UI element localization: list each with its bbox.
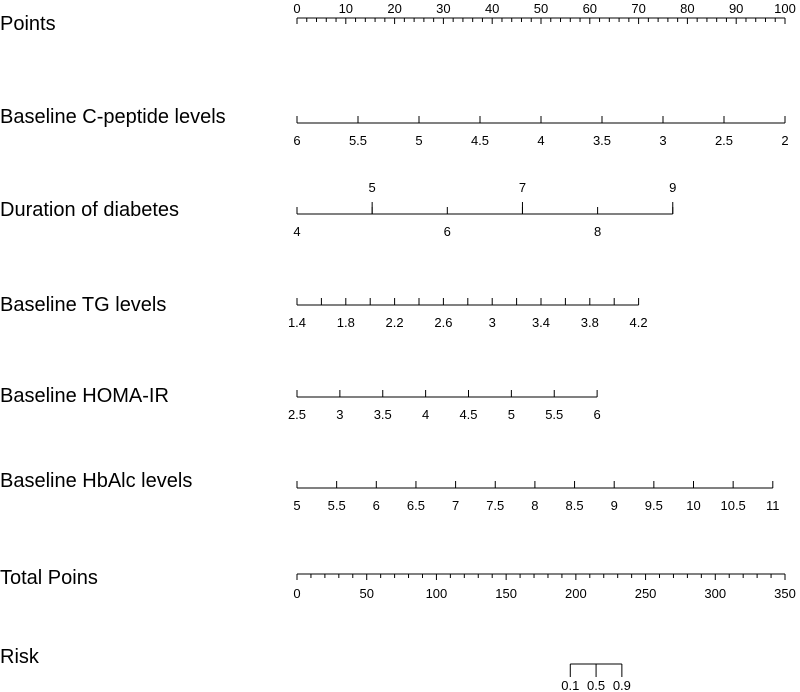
tick-label: 10 xyxy=(338,1,354,16)
tick-label: 3 xyxy=(488,315,496,330)
row-label: Baseline TG levels xyxy=(0,294,167,316)
row-baseline-homa-ir xyxy=(0,385,601,422)
tick-label: 20 xyxy=(387,1,402,16)
tick-label: 6.5 xyxy=(406,498,425,513)
tick-label: 6 xyxy=(372,498,380,513)
tick-label: 5 xyxy=(415,133,423,148)
row-duration-of-diabetes xyxy=(0,180,676,239)
tick-label: 5 xyxy=(293,498,301,513)
tick-label: 4.5 xyxy=(470,133,490,148)
tick-label: 70 xyxy=(631,1,646,16)
tick-label: 10 xyxy=(686,498,701,513)
tick-label: 3.8 xyxy=(580,315,599,330)
tick-label: 8.5 xyxy=(565,498,584,513)
tick-label: 1.4 xyxy=(287,315,307,330)
tick-label: 2.5 xyxy=(714,133,734,148)
tick-label: 2.2 xyxy=(385,315,404,330)
tick-label: 0.9 xyxy=(612,678,631,692)
tick-label: 4 xyxy=(293,224,301,239)
row-label: Total Poins xyxy=(0,567,98,589)
row-label: Baseline HbAlc levels xyxy=(0,470,193,492)
tick-label: 2 xyxy=(781,133,789,148)
row-label: Duration of diabetes xyxy=(0,199,180,221)
row-label: Risk xyxy=(0,646,39,668)
row-baseline-c-peptide-levels xyxy=(0,106,789,148)
row-baseline-hbalc-levels xyxy=(0,470,780,513)
row-baseline-tg-levels xyxy=(0,294,648,330)
row-label: Baseline C-peptide levels xyxy=(0,106,226,128)
tick-label: 10.5 xyxy=(720,498,746,513)
tick-label: 4.5 xyxy=(459,407,478,422)
tick-label: 250 xyxy=(634,586,657,601)
tick-label: 1.8 xyxy=(336,315,355,330)
tick-label: 0.1 xyxy=(561,678,580,692)
tick-label: 3 xyxy=(336,407,344,422)
tick-label: 7.5 xyxy=(486,498,505,513)
tick-label: 100 xyxy=(774,1,796,16)
tick-label: 100 xyxy=(425,586,448,601)
tick-label: 350 xyxy=(774,586,796,601)
tick-label: 0.5 xyxy=(587,678,606,692)
tick-label: 5.5 xyxy=(348,133,368,148)
tick-label: 6 xyxy=(593,407,601,422)
tick-label: 8 xyxy=(593,224,602,239)
tick-label: 150 xyxy=(495,586,517,601)
tick-label: 0 xyxy=(293,586,301,601)
tick-label: 5.5 xyxy=(327,498,346,513)
tick-label: 5 xyxy=(368,180,376,195)
tick-label: 4.2 xyxy=(629,315,648,330)
tick-label: 7 xyxy=(451,498,460,513)
tick-label: 5 xyxy=(507,407,515,422)
row-total-poins xyxy=(0,567,796,601)
tick-label: 30 xyxy=(436,1,451,16)
tick-label: 50 xyxy=(533,1,549,16)
tick-label: 11 xyxy=(766,498,780,513)
tick-label: 8 xyxy=(531,498,539,513)
tick-label: 60 xyxy=(582,1,598,16)
tick-label: 4 xyxy=(422,407,430,422)
tick-label: 40 xyxy=(484,1,500,16)
tick-label: 90 xyxy=(728,1,744,16)
tick-label: 2.6 xyxy=(434,315,453,330)
tick-label: 3 xyxy=(659,133,667,148)
tick-label: 80 xyxy=(680,1,695,16)
tick-label: 300 xyxy=(704,586,727,601)
tick-label: 3.4 xyxy=(531,315,551,330)
tick-label: 3.5 xyxy=(592,133,612,148)
tick-label: 9 xyxy=(610,498,618,513)
row-risk xyxy=(0,646,631,692)
tick-label: 9 xyxy=(669,180,677,195)
tick-label: 6 xyxy=(443,224,451,239)
row-label: Points xyxy=(0,13,56,35)
tick-label: 50 xyxy=(359,586,374,601)
tick-label: 200 xyxy=(565,586,587,601)
tick-label: 2.5 xyxy=(287,407,307,422)
tick-label: 9.5 xyxy=(644,498,663,513)
tick-label: 4 xyxy=(537,133,545,148)
tick-label: 0 xyxy=(293,1,301,16)
row-label: Baseline HOMA-IR xyxy=(0,385,169,407)
tick-label: 3.5 xyxy=(373,407,392,422)
row-points xyxy=(0,1,796,35)
tick-label: 7 xyxy=(518,180,527,195)
tick-label: 5.5 xyxy=(545,407,564,422)
tick-label: 6 xyxy=(293,133,301,148)
